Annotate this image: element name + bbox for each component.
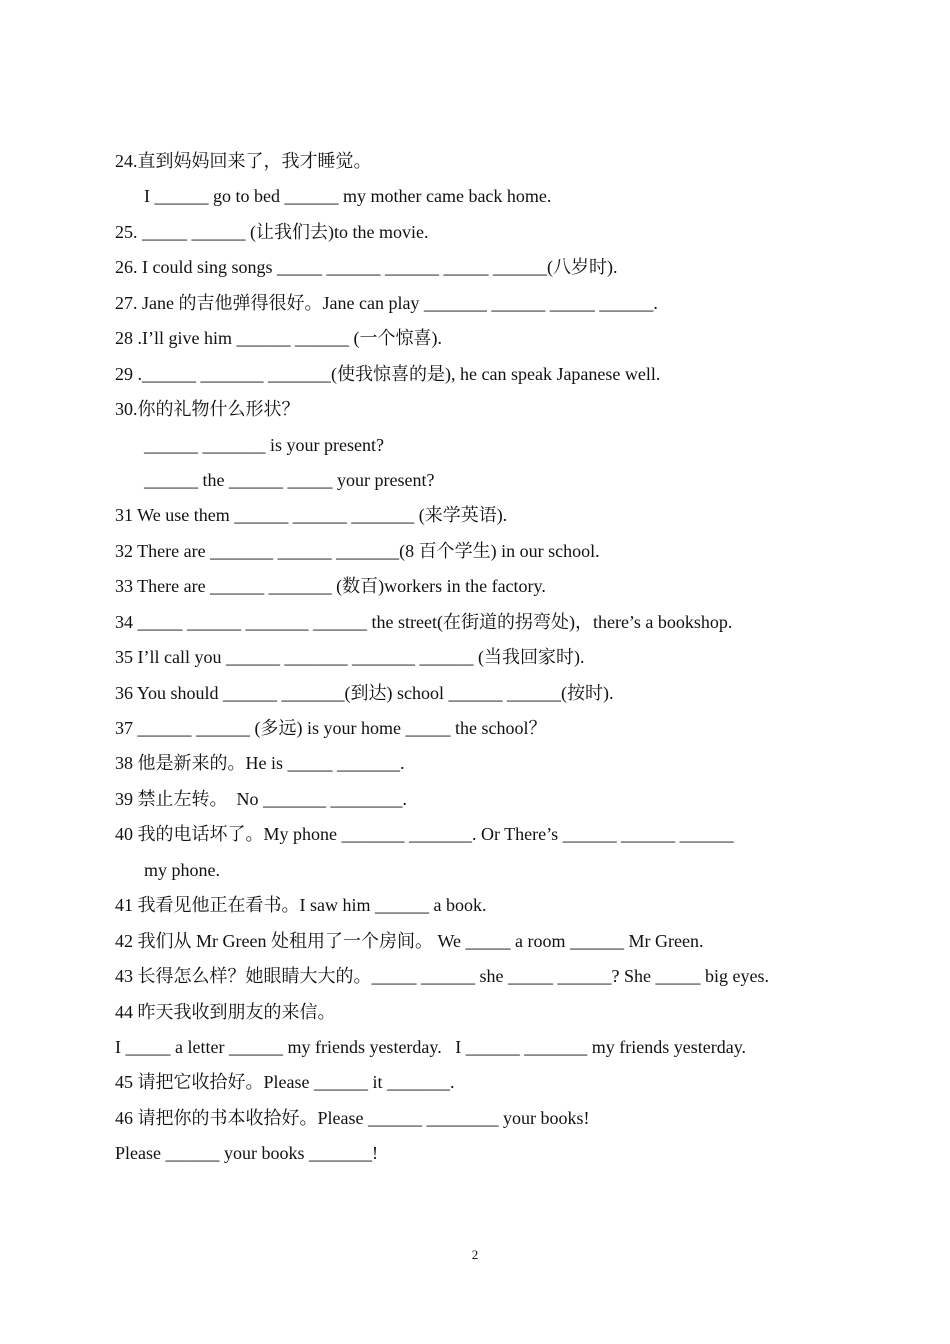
question-38: 38 他是新来的。He is _____ _______. <box>115 753 405 774</box>
question-40: 40 我的电话坏了。My phone _______ _______. Or There’s ______ ______ ______ <box>115 824 734 845</box>
question-30-answer-2: ______ the ______ _____ your present? <box>144 469 435 490</box>
question-41: 41 我看见他正在看书。I saw him ______ a book. <box>115 895 487 916</box>
question-36: 36 You should ______ _______(到达) school ______ ______(按时). <box>115 682 614 703</box>
question-32: 32 There are _______ ______ _______(8 百个学生) in our school. <box>115 540 600 561</box>
question-26: 26. I could sing songs _____ ______ ______ _____ ______(八岁时). <box>115 257 618 278</box>
question-34: 34 _____ ______ _______ ______ the street(在街道的拐弯处)，there’s a bookshop. <box>115 611 733 632</box>
question-30-prompt: 30.你的礼物什么形状？ <box>115 399 300 420</box>
question-29: 29 .______ _______ _______(使我惊喜的是), he can speak Japanese well. <box>115 363 661 384</box>
question-37: 37 ______ ______ (多远) is your home _____ the school？ <box>115 718 547 738</box>
question-46-alternate: Please ______ your books _______! <box>115 1143 378 1164</box>
question-40-continued: my phone. <box>144 859 220 880</box>
question-31: 31 We use them ______ ______ _______ (来学英语). <box>115 505 508 526</box>
question-45: 45 请把它收拾好。Please ______ it _______. <box>115 1072 455 1093</box>
question-44-answer: I _____ a letter ______ my friends yesterday. I ______ _______ my friends yesterday. <box>115 1036 747 1057</box>
question-25: 25. _____ ______ (让我们去)to the movie. <box>115 221 429 242</box>
page-number: 2 <box>471 1247 479 1262</box>
question-24-answer: I ______ go to bed ______ my mother came back home. <box>144 186 552 207</box>
exercise-list <box>115 146 875 1174</box>
question-46: 46 请把你的书本收拾好。Please ______ ________ your books! <box>115 1107 590 1128</box>
question-42: 42 我们从 Mr Green 处租用了一个房间。 We _____ a room ______ Mr Green. <box>115 930 704 951</box>
question-43: 43 长得怎么样？她眼睛大大的。_____ ______ she _____ ______? She _____ big eyes. <box>115 966 769 987</box>
question-30-answer-1: ______ _______ is your present? <box>144 434 384 455</box>
question-35: 35 I’ll call you ______ _______ _______ ______ (当我回家时). <box>115 647 585 668</box>
question-27: 27. Jane 的吉他弹得很好。Jane can play _______ ______ _____ ______. <box>115 292 658 313</box>
question-24-prompt: 24.直到妈妈回来了，我才睡觉。 <box>115 151 372 171</box>
question-28: 28 .I’ll give him ______ ______ (一个惊喜). <box>115 328 442 349</box>
question-33: 33 There are ______ _______ (数百)workers in the factory. <box>115 576 546 597</box>
question-44-prompt: 44 昨天我收到朋友的来信。 <box>115 1001 336 1022</box>
question-39: 39 禁止左转。 No _______ ________. <box>115 788 407 809</box>
